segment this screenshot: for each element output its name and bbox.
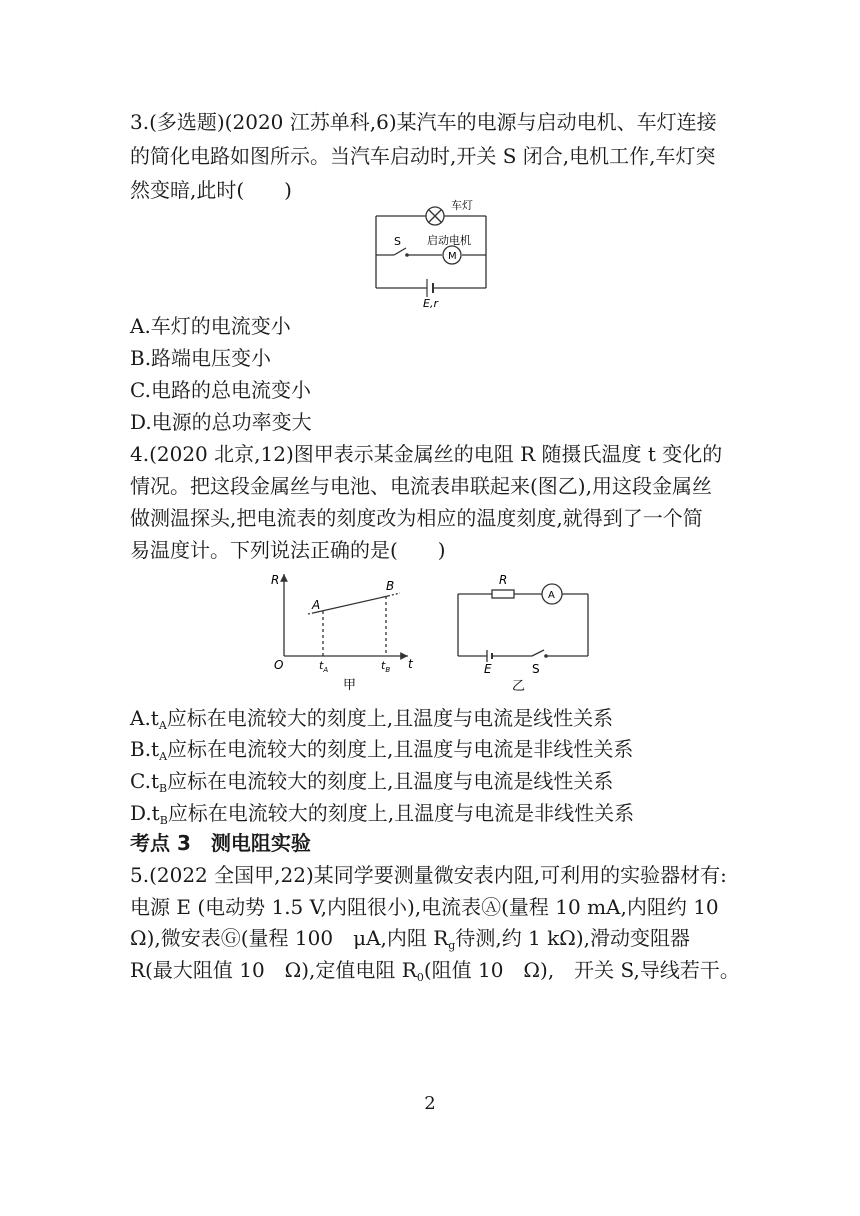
lamp-label: 车灯 [451,199,473,212]
q3-option-b: B.路端电压变小 [130,346,272,370]
q3-circuit-figure [370,198,510,310]
circuit-ammeter-label: A [548,590,555,601]
q4-circuit-figure [452,570,596,692]
circuit-source-label: E [484,662,492,676]
q3-option-c: C.电路的总电流变小 [130,378,311,402]
q3-option-d: D.电源的总功率变大 [130,410,312,434]
resistance-line [313,596,388,613]
q4-switch-symbol [532,650,544,656]
page-number: 2 [424,1093,436,1114]
graph-x-label: t [408,657,413,671]
q3-option-a: A.车灯的电流变小 [130,314,291,338]
q3-stem-line-3: 然变暗,此时( ) [130,178,292,202]
q4-stem-line-3: 做测温探头,把电流表的刻度改为相应的温度刻度,就得到了一个简 [130,506,703,530]
graph-caption: 甲 [343,678,357,692]
q4-graph-figure [268,566,416,692]
q4-stem-line-2: 情况。把这段金属丝与电池、电流表串联起来(图乙),用这段金属丝 [130,474,712,498]
graph-y-label: R [271,573,280,587]
q5-line-4: R(最大阻值 10 Ω),定值电阻 $R_0$(阻值 10 Ω), 开关 S,导线若干。 [130,958,740,984]
graph-origin-label: O [274,658,284,672]
q4-stem-line-4: 易温度计。下列说法正确的是( ) [130,538,446,562]
circuit-caption: 乙 [512,679,526,692]
graph-point-a: A [312,598,321,612]
motor-symbol-label: M [448,251,457,262]
resistor-symbol [492,590,514,598]
graph-tick-tb: $t_B$ [381,659,391,674]
q4-option-d: $D.t_B$应标在电流较大的刻度上,且温度与电流是非线性关系 [130,801,635,827]
q4-option-b: $B.t_A$应标在电流较大的刻度上,且温度与电流是非线性关系 [130,737,634,763]
q3-stem-line-1: 3.(多选题)(2020 江苏单科,6)某汽车的电源与启动电机、车灯连接 [130,110,717,134]
q4-option-a: $A.t_A$应标在电流较大的刻度上,且温度与电流是线性关系 [130,706,614,732]
motor-label: 启动电机 [427,234,471,247]
graph-tick-ta: $t_A$ [319,659,329,674]
switch-label: S [394,235,401,248]
q5-line-2: 电源 E (电动势 1.5 V,内阻很小),电流表Ⓐ(量程 10 mA,内阻约 10 [130,895,719,919]
q3-stem-line-2: 的简化电路如图所示。当汽车启动时,开关 S 闭合,电机工作,车灯突 [130,144,716,168]
switch-symbol [394,248,406,255]
q5-line-1: 5.(2022 全国甲,22)某同学要测量微安表内阻,可利用的实验器材有: [130,863,727,887]
q4-stem-line-1: 4.(2020 北京,12)图甲表示某金属丝的电阻 R 随摄氏温度 t 变化的 [130,442,723,466]
q4-option-c: $C.t_B$应标在电流较大的刻度上,且温度与电流是线性关系 [130,769,614,795]
graph-point-b: B [386,579,395,593]
circuit-resistor-label: R [499,573,508,587]
section-heading: 考点 3 测电阻实验 [130,831,311,855]
q5-line-3: Ω),微安表Ⓖ(量程 100 μA,内阻 $R_g$待测,约 1 kΩ),滑动变阻器 [130,926,691,952]
source-label: E,r [423,297,438,310]
circuit-switch-label: S [532,662,540,676]
